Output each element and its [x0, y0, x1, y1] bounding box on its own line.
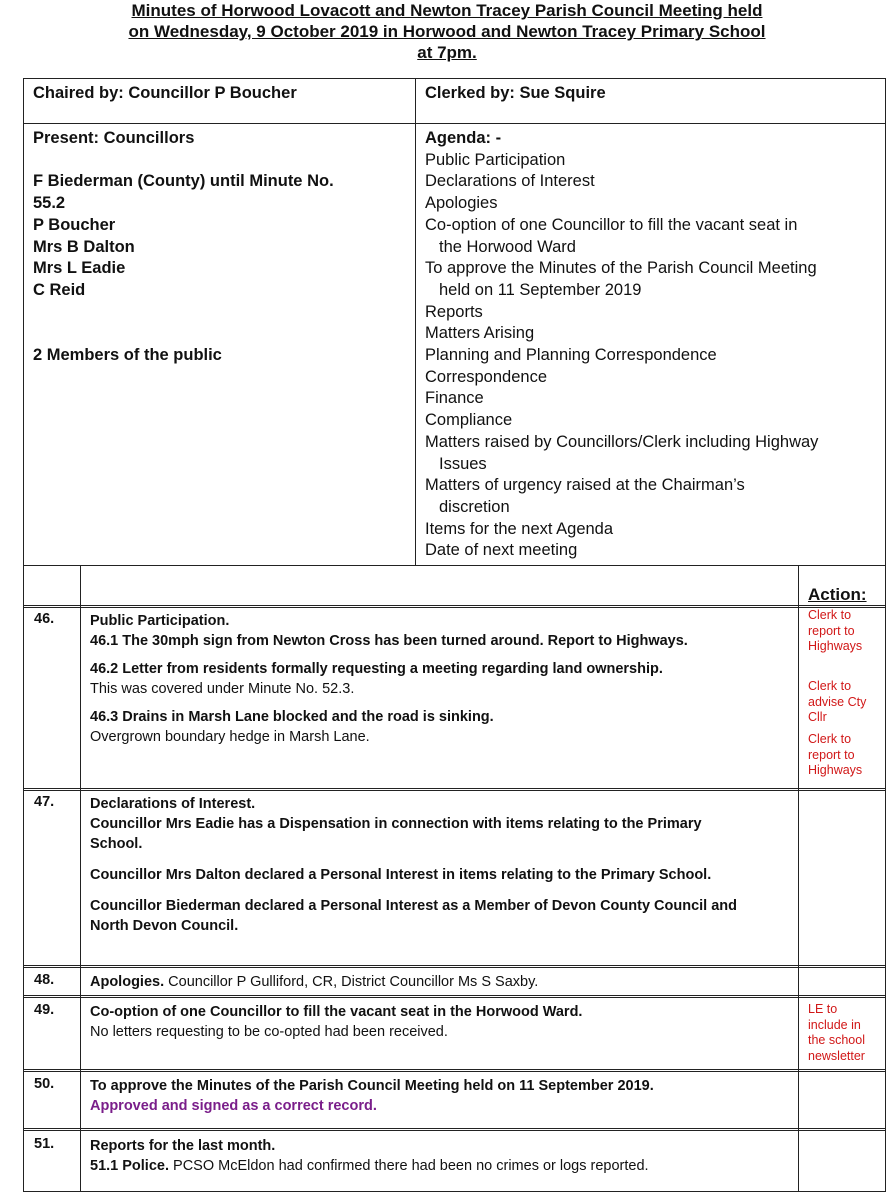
minute-item: 46.2 Letter from residents formally requesting a meeting regarding land ownership.	[90, 661, 663, 677]
present-member: C Reid	[33, 280, 86, 299]
title-line-3: at 7pm.	[417, 43, 477, 62]
minute-item: 46.1 The 30mph sign from Newton Cross has been turned around. Report to Highways.	[90, 633, 688, 649]
agenda-item: Declarations of Interest	[425, 172, 595, 191]
minute-number: 48.	[34, 972, 55, 988]
present-member: P Boucher	[33, 215, 116, 234]
action-note: LE to include in the school newsletter	[808, 1002, 865, 1063]
row-divider	[23, 788, 886, 789]
title-line-1: Minutes of Horwood Lovacott and Newton Tracey Parish Council Meeting held	[131, 1, 763, 20]
minute-title: Reports for the last month.	[90, 1138, 276, 1154]
minute-number: 49.	[34, 1002, 55, 1018]
action-note: Clerk to report to Highways	[808, 732, 863, 777]
agenda-item: Correspondence	[425, 367, 547, 386]
agenda-item: Issues	[439, 454, 487, 473]
minute-number: 50.	[34, 1076, 55, 1092]
row-divider	[23, 607, 886, 608]
row-divider	[23, 790, 886, 791]
agenda-item: To approve the Minutes of the Parish Council Meeting	[425, 259, 817, 278]
agenda-item: Finance	[425, 389, 484, 408]
agenda-item: Planning and Planning Correspondence	[425, 346, 717, 365]
agenda-item: Compliance	[425, 411, 513, 430]
row-divider	[23, 605, 886, 606]
minute-title: Public Participation.	[90, 613, 230, 629]
agenda-item: Apologies	[425, 194, 498, 213]
agenda-item: Matters raised by Councillors/Clerk including Highway	[425, 432, 819, 451]
minute-resolution: Approved and signed as a correct record.	[90, 1098, 377, 1114]
agenda-item: held on 11 September 2019	[439, 280, 642, 299]
minutes-number-column-divider	[80, 565, 81, 1192]
minute-subtitle: 51.1 Police.	[90, 1158, 169, 1174]
minute-text: PCSO McEldon had confirmed there had been no crimes or logs reported.	[169, 1158, 649, 1174]
header-divider-horizontal	[23, 123, 886, 124]
minute-title: Co-option of one Councillor to fill the vacant seat in the Horwood Ward.	[90, 1004, 583, 1020]
agenda-item: Matters Arising	[425, 324, 535, 343]
row-divider	[23, 1069, 886, 1070]
minute-text: No letters requesting to be co-opted had been received.	[90, 1024, 448, 1040]
agenda-label: Agenda: -	[425, 129, 502, 147]
agenda-item: the Horwood Ward	[439, 237, 576, 256]
minute-50	[90, 1076, 654, 1116]
present-member: Mrs L Eadie	[33, 259, 126, 278]
title-line-2: on Wednesday, 9 October 2019 in Horwood and Newton Tracey Primary School	[128, 22, 766, 41]
document-title	[0, 0, 894, 63]
row-divider	[23, 1130, 886, 1131]
agenda-item: discretion	[439, 497, 510, 516]
members-of-public: 2 Members of the public	[33, 345, 222, 364]
minute-note: Overgrown boundary hedge in Marsh Lane.	[90, 729, 370, 745]
row-divider	[23, 1128, 886, 1129]
action-note: Clerk to advise Cty Cllr	[808, 679, 867, 724]
minute-51	[90, 1136, 649, 1176]
present-member: 55.2	[33, 194, 66, 213]
present-section	[33, 128, 334, 367]
header-divider-vertical	[415, 78, 416, 566]
chaired-by: Chaired by: Councillor P Boucher	[33, 84, 297, 102]
minute-item: 46.3 Drains in Marsh Lane blocked and the road is sinking.	[90, 709, 494, 725]
row-divider	[23, 997, 886, 998]
minute-48	[90, 972, 538, 992]
row-divider	[23, 1071, 886, 1072]
agenda-item: Date of next meeting	[425, 541, 578, 560]
agenda-section	[425, 128, 818, 562]
minute-number: 47.	[34, 794, 55, 810]
row-divider	[23, 965, 886, 966]
minute-number: 46.	[34, 611, 55, 627]
present-label: Present: Councillors	[33, 129, 195, 147]
minute-number: 51.	[34, 1136, 55, 1152]
minute-title: Apologies.	[90, 974, 165, 990]
agenda-item: Co-option of one Councillor to fill the vacant seat in	[425, 215, 798, 234]
minute-title: To approve the Minutes of the Parish Council Meeting held on 11 September 2019.	[90, 1078, 654, 1094]
agenda-item: Public Participation	[425, 150, 566, 169]
action-column-header: Action:	[808, 585, 867, 604]
row-divider	[23, 967, 886, 968]
minute-47: Declarations of Interest. Councillor Mrs Eadie has a Dispensation in connection with items relating to the Primary School. Councillor Mrs Dalton declared a Personal Interest in items relating to the Primary School. Councillor Biederman declared a Personal Interest as a Member of Devon County Council and North Devon Council.	[90, 796, 738, 934]
minute-note: This was covered under Minute No. 52.3.	[90, 681, 355, 697]
minute-title: Declarations of Interest.	[90, 796, 256, 812]
minutes-action-column-divider	[798, 565, 799, 1192]
row-divider	[23, 995, 886, 996]
clerked-by: Clerked by: Sue Squire	[425, 84, 606, 102]
agenda-item: Matters of urgency raised at the Chairman’s	[425, 476, 745, 495]
minute-text: Councillor P Gulliford, CR, District Councillor Ms S Saxby.	[164, 974, 539, 990]
present-member: F Biederman (County) until Minute No.	[33, 172, 334, 191]
action-note: Clerk to report to Highways	[808, 608, 863, 653]
minute-46	[90, 611, 688, 747]
agenda-item: Items for the next Agenda	[425, 519, 614, 538]
agenda-item: Reports	[425, 302, 483, 321]
present-member: Mrs B Dalton	[33, 237, 135, 256]
minute-49	[90, 1002, 582, 1042]
